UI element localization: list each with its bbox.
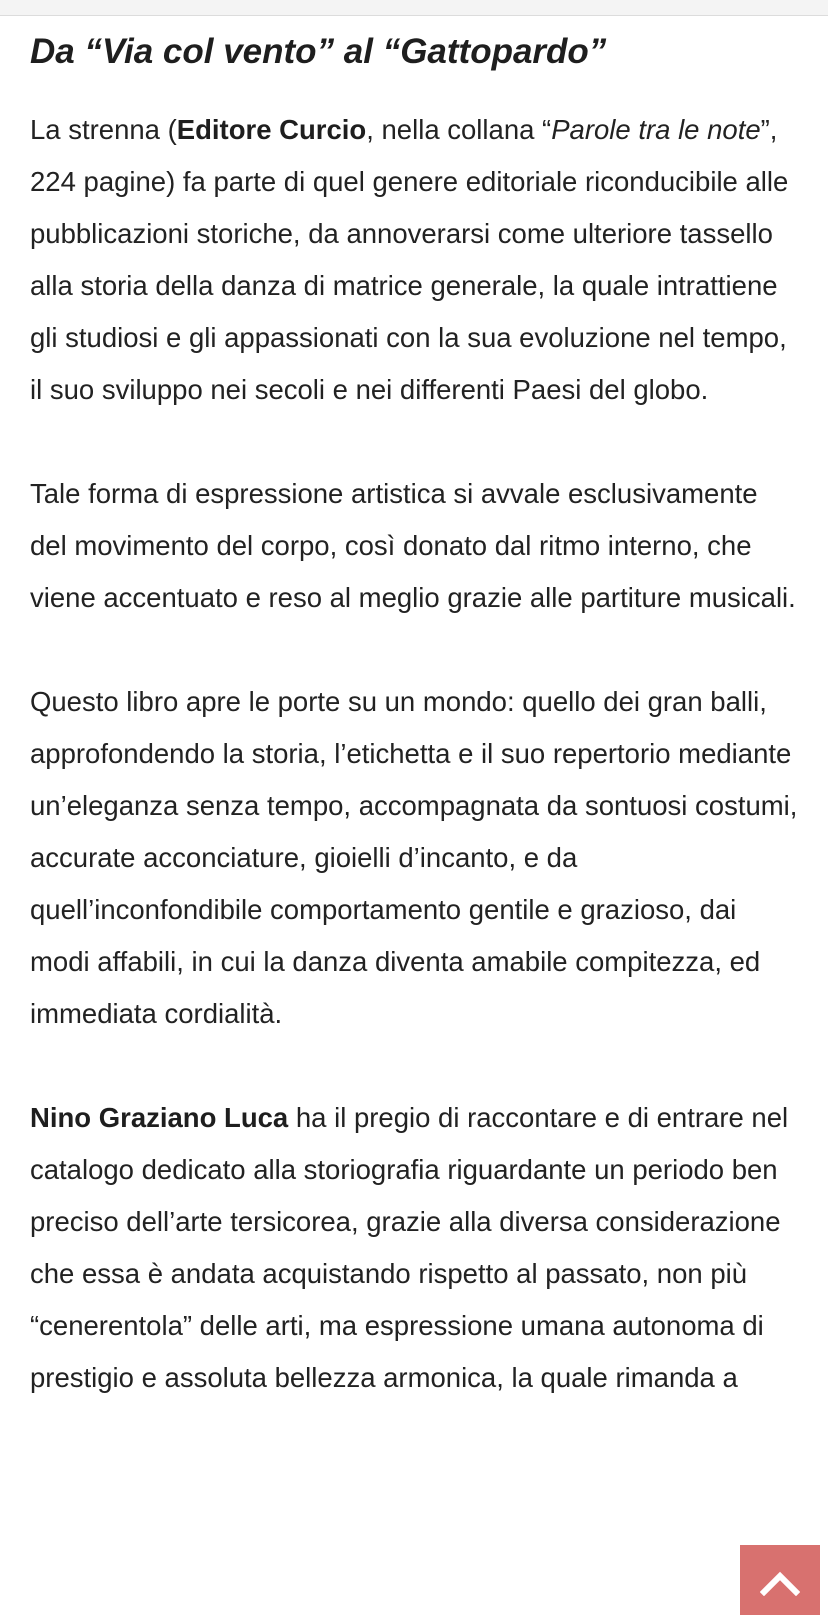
paragraph-1-text-a: La strenna (: [30, 114, 177, 145]
paragraph-1-text-b: , nella collana “: [366, 114, 552, 145]
publisher-name: Editore Curcio: [176, 114, 367, 145]
paragraph-1-text-c: ”, 224 pagine) fa parte di quel genere editoriale riconducibile alle pubblicazioni storiche, da annoverarsi come ulteriore tassello alla storia della danza di matrice generale, la quale intrattiene gli studiosi e gli appassionati con la sua evoluzione nel tempo, il suo sviluppo nei secoli e nei differenti Paesi del globo.: [30, 114, 789, 405]
paragraph-4: [30, 1092, 800, 1404]
series-name: Parole tra le note: [551, 114, 761, 145]
paragraph-2: Tale forma di espressione artistica si avvale esclusivamente del movimento del corpo, così donato dal ritmo interno, che viene accentuato e reso al meglio grazie alle partiture musicali.: [30, 478, 796, 613]
paragraph-4-text: ha il pregio di raccontare e di entrare nel catalogo dedicato alla storiografia riguardante un periodo ben preciso dell’arte tersicorea, grazie alla diversa considerazione che essa è andata acquistando rispetto al passato, non più “cenerentola” delle arti, ma espressione umana autonoma di prestigio e assoluta bellezza armonica, la quale rimanda a: [30, 1102, 789, 1393]
article-body: [30, 24, 800, 1456]
paragraph-3: Questo libro apre le porte su un mondo: quello dei gran balli, approfondendo la storia, l’etichetta e il suo repertorio mediante un’eleganza senza tempo, accompagnata da sontuosi costumi, accurate acconciature, gioielli d’incanto, e da quell’inconfondibile comportamento gentile e grazioso, dai modi affabili, in cui la danza diventa amabile compitezza, ed immediata cordialità.: [30, 686, 798, 1029]
scroll-to-top-button[interactable]: [740, 1545, 820, 1615]
paragraph-1: [30, 104, 800, 416]
section-heading: Da “Via col vento” al “Gattopardo”: [30, 32, 607, 71]
chevron-up-icon: [760, 1570, 800, 1596]
top-bar: [0, 0, 828, 16]
author-name: Nino Graziano Luca: [30, 1102, 289, 1133]
